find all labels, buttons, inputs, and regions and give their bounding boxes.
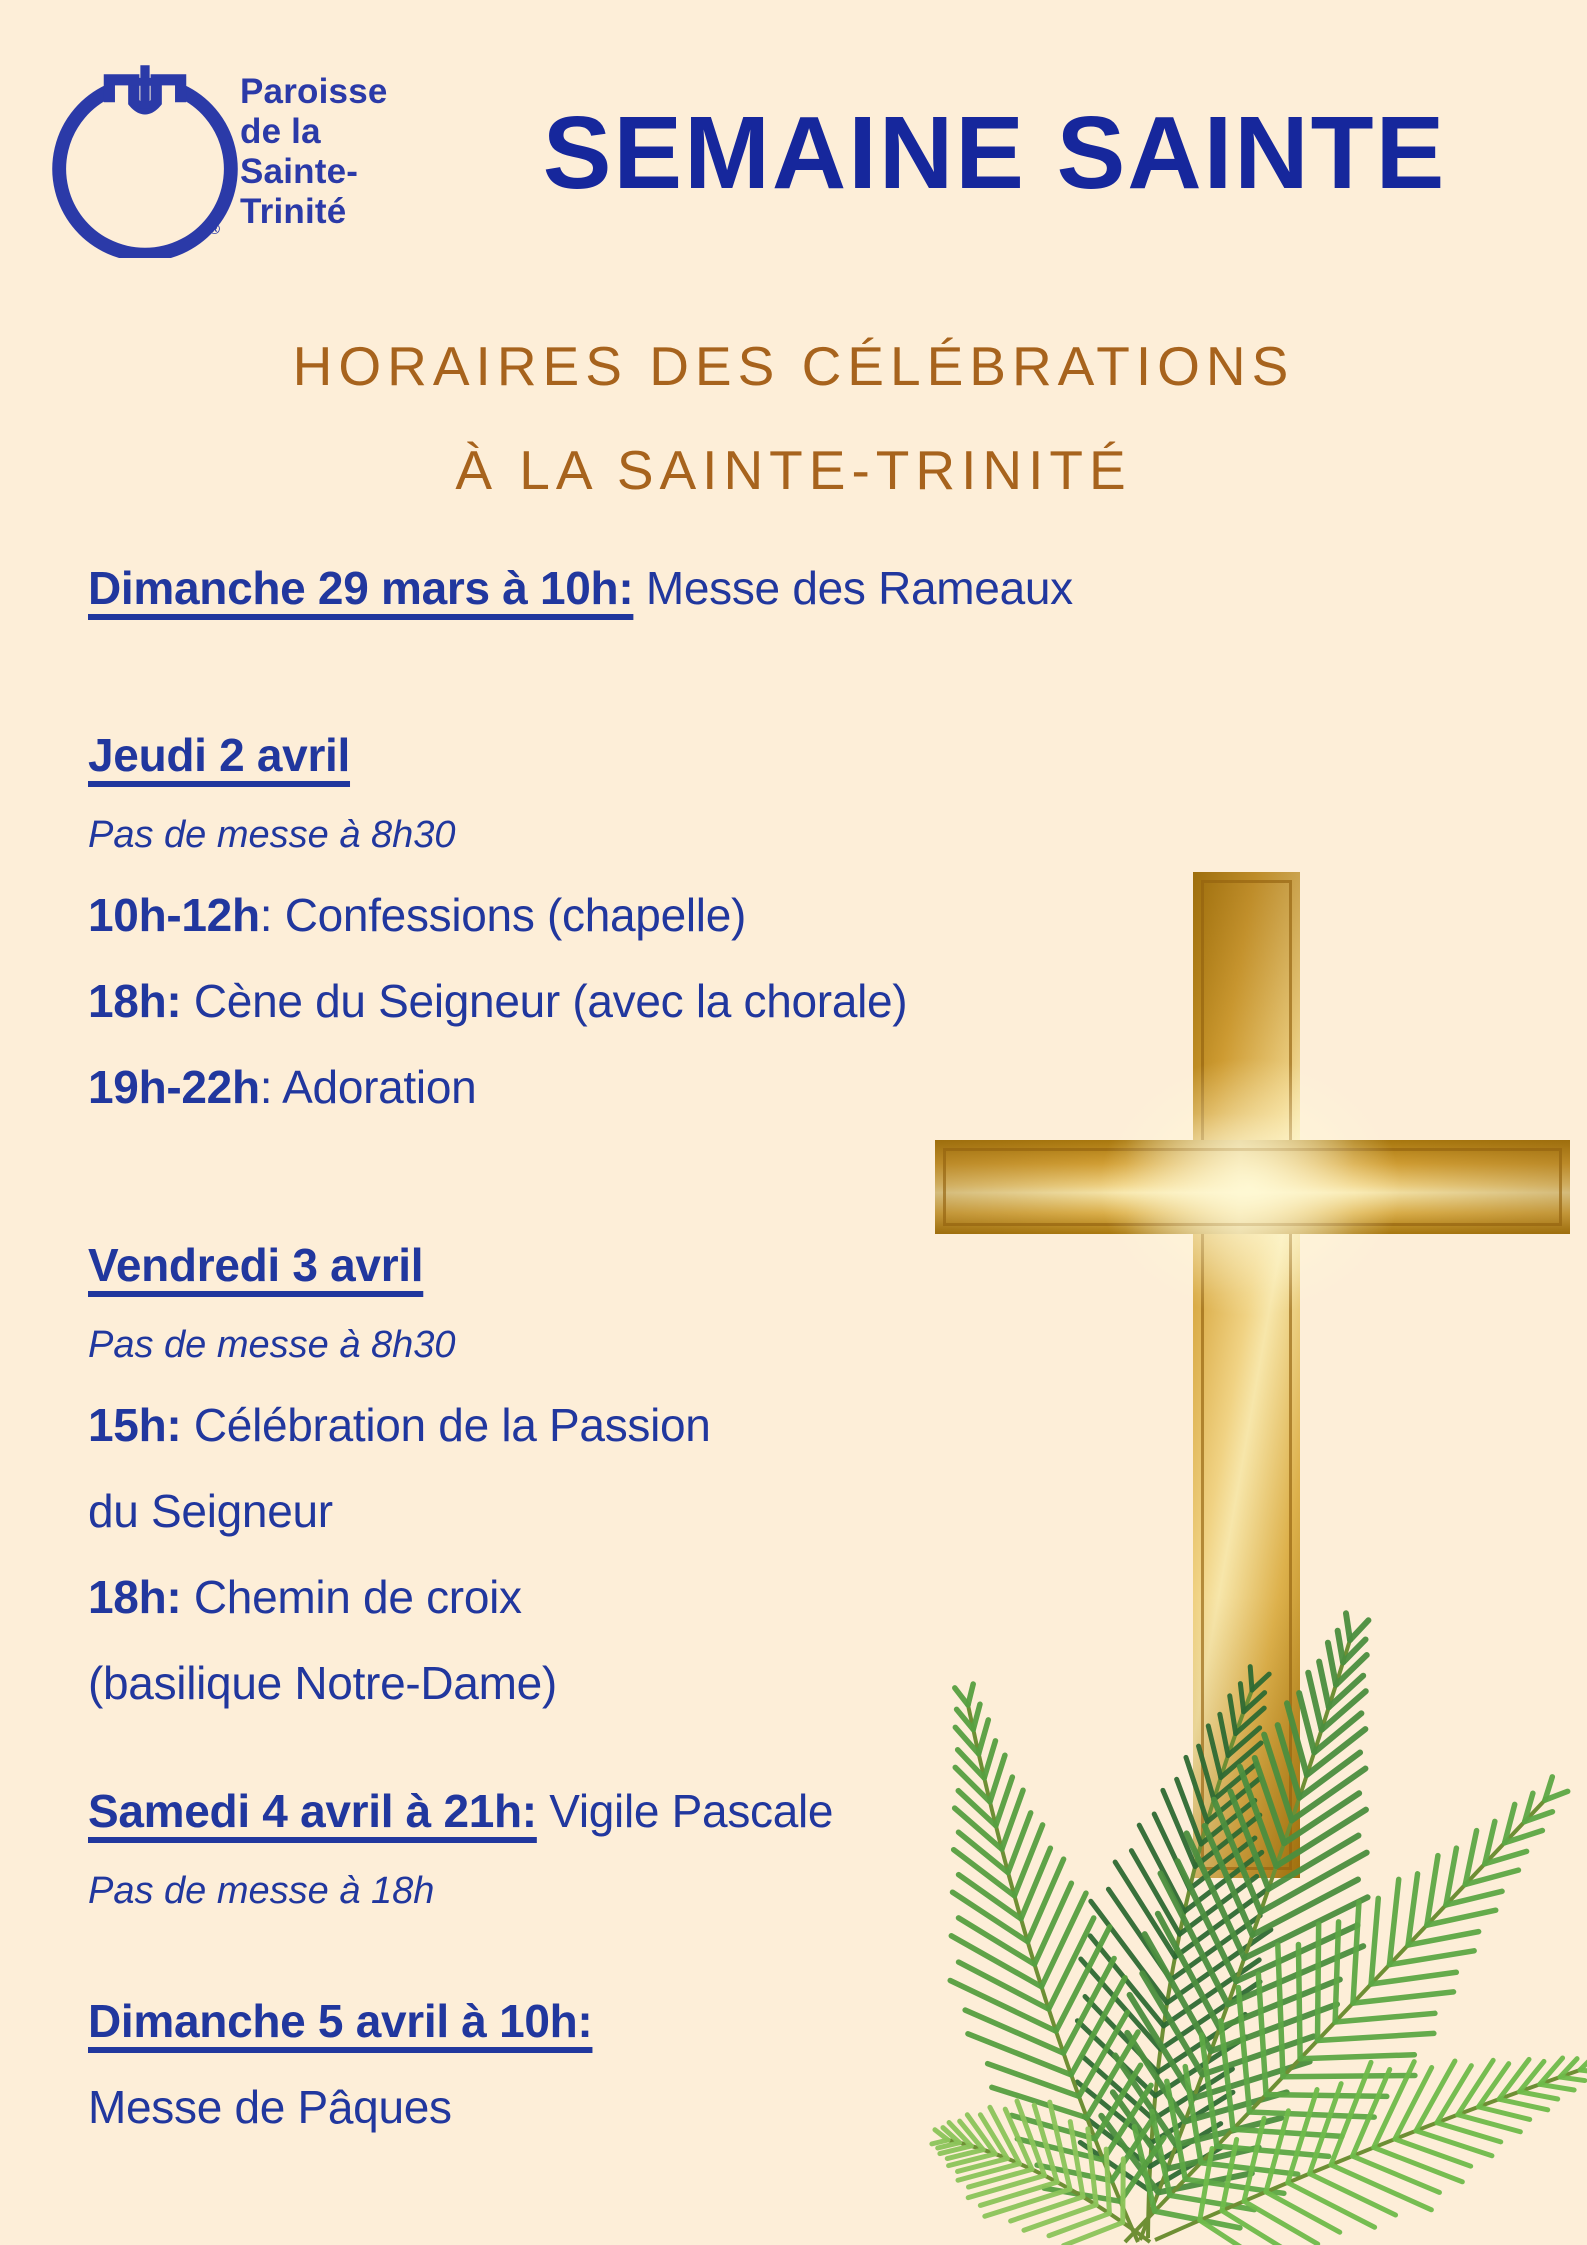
schedule-text-run: Jeudi 2 avril [88,729,351,781]
palm-leaflet [1335,1922,1338,2022]
subtitle-line1: HORAIRES DES CÉLÉBRATIONS [292,335,1295,397]
cross-center-glow [1100,1058,1400,1316]
schedule-text-run: 10h-12h [88,889,260,941]
palm-leaflet [1318,1924,1319,2041]
parish-name-line: Sainte- [240,152,359,191]
palm-leaflet [1331,2165,1431,2210]
schedule-line [88,1382,1581,1468]
schedule-text-run: 18h: [88,1571,182,1623]
schedule-text-run: 19h-22h [88,1061,260,1113]
palm-leaflet [1580,2056,1587,2070]
schedule-section [88,545,1581,631]
palm-leaflet [1230,1696,1236,1734]
palm-leaflet [984,1741,995,1778]
schedule-line [88,1468,1581,1554]
palm-leaflet [979,1720,989,1754]
palm-leaflet [1335,2013,1435,2022]
registered-mark: ® [209,221,221,238]
palm-leaflet [1283,2075,1415,2076]
schedule-text-run: 15h: [88,1399,182,1451]
palm-leaflet [1319,1662,1329,1708]
palm-branches-icon [900,1555,1587,2245]
schedule-text-run: Pas de messe à 18h [88,1870,435,1912]
palm-leaflet [1250,1667,1252,1690]
palm-leaflet [1266,2095,1387,2097]
palm-leaflet [1014,1825,1042,1896]
palm-leaflet [1540,2084,1574,2090]
schedule-text-run: Célébration de la Passion [181,1399,711,1451]
palm-leaflet [1238,1988,1249,2112]
palm-leaflet [1199,1746,1214,1799]
palm-leaflet [1255,1758,1284,1843]
schedule-text-run: : Adoration [259,1061,477,1113]
schedule-text-run: Samedi 4 avril à 21h: [88,1785,537,1837]
palm-leaflet [1560,2077,1585,2080]
palm-leaflet [1298,1944,1300,2058]
palm-leaflet [1208,1726,1221,1778]
subtitle-line2: À LA SAINTE-TRINITÉ [455,439,1132,501]
schedule-text-run: Pas de messe à 8h30 [88,814,456,856]
schedule-text-run: Vigile Pascale [536,1785,834,1837]
palm-leaflet [1300,2055,1414,2059]
palm-leaflet [1309,2174,1395,2215]
palm-leaflet [1299,1693,1314,1752]
palm-leaflet [965,2010,1063,2053]
palm-leaflet [1318,2033,1434,2040]
schedule-text-run: : Confessions (chapelle) [259,889,747,941]
schedule-text-run: (basilique Notre-Dame) [88,1657,557,1709]
palm-leaflet [1371,1898,1378,1984]
schedule-text-run: du Seigneur [88,1485,333,1537]
palm-leaflet [1338,1631,1343,1663]
palm-leaflet [1353,1902,1359,2003]
schedule-line [88,712,1581,798]
palm-leaflet [1079,2012,1127,2096]
palm-leaflet [1266,2192,1340,2232]
palm-leaflet [955,1688,968,1705]
palm-leaflet [1328,1643,1336,1685]
schedule-text-run: Dimanche 5 avril à 10h: [88,1995,593,2047]
schedule-text-run: Messe de Pâques [88,2081,452,2133]
palm-leaflet [990,1755,1005,1802]
palm-leaflet [932,2140,948,2144]
schedule-text-run: Cène du Seigneur (avec la chorale) [181,975,908,1027]
parish-name-line: de la [240,112,321,151]
schedule-text-run: Chemin de croix [181,1571,522,1623]
palm-leaflet [1308,1673,1321,1730]
palm-leaflet [1264,1735,1292,1821]
schedule-text-run: 18h: [88,975,182,1027]
schedule-line [88,545,1581,631]
palm-leaflet [1478,2107,1529,2120]
schedule-note [88,1308,1581,1382]
palm-leaflet [1163,1790,1195,1866]
parish-name-line: Trinité [240,192,347,231]
parish-name-line: Paroisse [240,72,388,111]
palm-leaflet [1278,1945,1283,2077]
palm-leaflet [1106,2149,1109,2213]
schedule-line [88,958,1581,1044]
palm-leaflet [1519,2092,1557,2099]
palm-leaflet [1499,2099,1548,2110]
schedule-text-run: Dimanche 29 mars à 10h: [88,562,634,614]
schedule-text-run: Pas de messe à 8h30 [88,1324,456,1366]
palm-leaflet [1024,2205,1096,2230]
palm-leaflet [1371,1972,1456,1984]
page-title: SEMAINE SAINTE [542,95,1447,210]
palm-leaflet [1220,1714,1228,1755]
palm-leaflet [1374,2148,1463,2182]
palm-leaflet [968,2034,1071,2075]
palm-leaflet [1252,1674,1269,1690]
schedule-note [88,798,1581,872]
palm-leaflet [980,2182,1057,2205]
schedule-text-run: Messe des Rameaux [633,562,1073,614]
palm-leaflet [1028,1859,1064,1941]
palm-leaflet [1021,1848,1050,1919]
palm-leaflet [1352,2156,1439,2192]
palm-leaflet [1240,1684,1243,1712]
palm-leaflet [973,1704,980,1729]
parish-name [240,72,388,232]
palm-leaflet [1346,1613,1350,1640]
palm-leaflet [1244,2201,1318,2244]
schedule-text-run: Vendredi 3 avril [88,1239,424,1291]
palm-leaflet [1353,1992,1454,2003]
palm-leaflet [1288,2183,1375,2228]
schedule-line [88,872,1581,958]
palm-leaflet [1389,1879,1398,1964]
palm-leaflet [1011,2197,1083,2221]
subtitle [0,314,1587,522]
palm-leaflet [1034,1883,1071,1964]
